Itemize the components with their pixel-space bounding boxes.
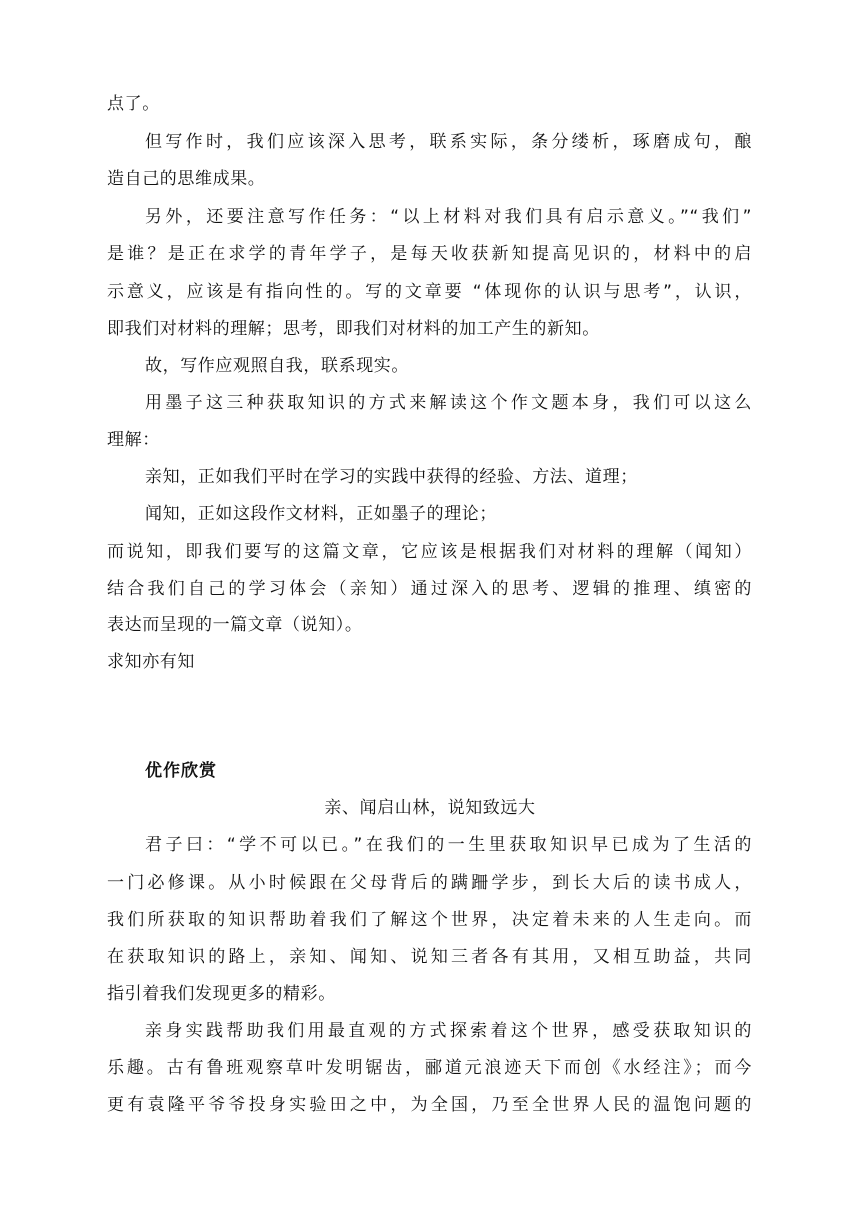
text-line: 即我们对材料的理解；思考，即我们对材料的加工产生的新知。 bbox=[107, 319, 600, 339]
text-line: 结合我们自己的学习体会（亲知）通过深入的思考、逻辑的推理、缜密的 bbox=[107, 579, 752, 599]
essay-line: 我们所获取的知识帮助着我们了解这个世界，决定着未来的人生走向。而 bbox=[107, 910, 752, 930]
text-line: 表达而呈现的一篇文章（说知）。 bbox=[107, 615, 363, 635]
text-line: 点了。 bbox=[107, 94, 160, 114]
essay-line: 指引着我们发现更多的精彩。 bbox=[107, 984, 336, 1004]
essay-paragraph-line: 君子曰：“学不可以已。”在我们的一生里获取知识早已成为了生活的 bbox=[145, 835, 752, 855]
section-heading: 优作欣赏 bbox=[145, 761, 217, 781]
text-line: 造自己的思维成果。 bbox=[107, 169, 266, 189]
essay-paragraph-line: 亲身实践帮助我们用最直观的方式探索着这个世界，感受获取知识的 bbox=[145, 1021, 752, 1041]
essay-line: 乐趣。古有鲁班观察草叶发明锯齿，郦道元浪迹天下而创《水经注》；而今 bbox=[107, 1058, 752, 1078]
essay-title: 亲、闻启山林，说知致远大 bbox=[324, 798, 536, 818]
text-line: 是谁？是正在求学的青年学子，是每天收获新知提高见识的，材料中的启 bbox=[107, 244, 752, 264]
text-line: 示意义，应该是有指向性的。写的文章要 “体现你的认识与思考”，认识， bbox=[107, 282, 752, 302]
essay-line: 一门必修课。从小时候跟在父母背后的蹒跚学步，到长大后的读书成人， bbox=[107, 873, 752, 893]
essay-line: 更有袁隆平爷爷投身实验田之中，为全国，乃至全世界人民的温饱问题的 bbox=[107, 1095, 752, 1115]
paragraph-line: 但写作时，我们应该深入思考，联系实际，条分缕析，琢磨成句，酿 bbox=[145, 132, 752, 152]
essay-line: 在获取知识的路上，亲知、闻知、说知三者各有其用，又相互助益，共同 bbox=[107, 947, 752, 967]
paragraph-line: 另外，还要注意写作任务：“以上材料对我们具有启示意义。”“我们” bbox=[145, 207, 752, 227]
paragraph-line: 闻知，正如这段作文材料，正如墨子的理论； bbox=[145, 504, 497, 524]
paragraph-line: 亲知，正如我们平时在学习的实践中获得的经验、方法、道理； bbox=[145, 467, 638, 487]
text-line: 求知亦有知 bbox=[107, 652, 195, 672]
paragraph-line: 故，写作应观照自我，联系现实。 bbox=[145, 356, 409, 376]
text-line: 理解： bbox=[107, 430, 160, 450]
text-line: 而说知，即我们要写的这篇文章，它应该是根据我们对材料的理解（闻知） bbox=[107, 542, 752, 562]
paragraph-line: 用墨子这三种获取知识的方式来解读这个作文题本身，我们可以这么 bbox=[145, 393, 752, 413]
